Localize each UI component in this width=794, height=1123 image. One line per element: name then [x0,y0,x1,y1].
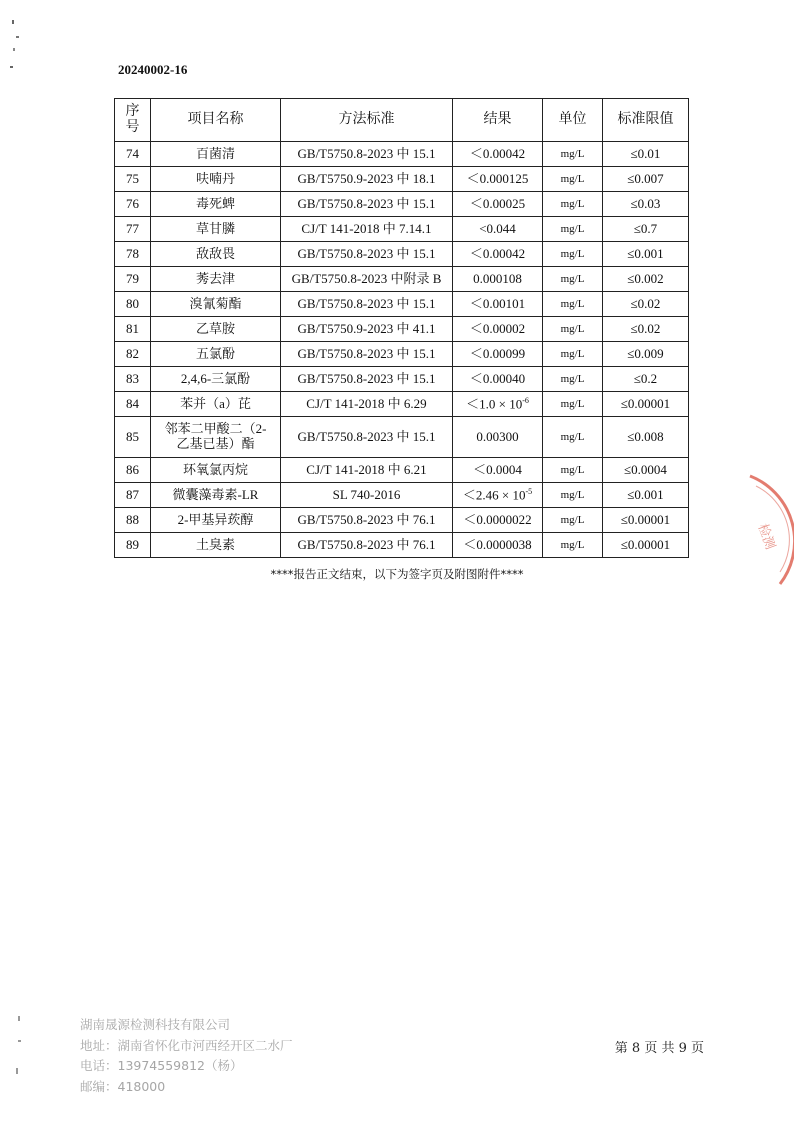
cell-unit: mg/L [543,417,603,458]
cell-method: GB/T5750.9-2023 中 18.1 [281,167,453,192]
results-table [114,98,689,558]
page-number: 第 8 页 共 9 页 [614,1041,704,1056]
cell-result: ＜0.00025 [453,192,543,217]
cell-unit: mg/L [543,242,603,267]
item-line-1: 邻苯二甲酸二（2- [164,421,267,437]
item-line-2: 乙基已基）酯 [176,436,255,451]
col-header-item: 项目名称 [151,99,281,142]
footer-company-name: 湖南晟源检测科技有限公司 [80,1017,231,1032]
table-row [115,242,689,267]
cell-no: 81 [115,317,151,342]
col-header-no: 序号 [115,99,151,142]
cell-unit: mg/L [543,267,603,292]
cell-item: 乙草胺 [151,317,281,342]
table-row [115,392,689,417]
cell-unit: mg/L [543,167,603,192]
cell-item: 呋喃丹 [151,167,281,192]
table-row [115,142,689,167]
cell-limit: ≤0.002 [603,267,689,292]
cell-result: ＜0.0000022 [453,508,543,533]
cell-unit: mg/L [543,217,603,242]
cell-item: 五氯酚 [151,342,281,367]
result-base: ＜1.0 × 10 [466,396,523,412]
footer-address: 地址：湖南省怀化市河西经开区二水厂 [80,1037,293,1053]
cell-result [453,483,543,508]
result-exponent: -6 [522,395,529,405]
cell-limit: ≤0.7 [603,217,689,242]
cell-method: GB/T5750.8-2023 中 15.1 [281,367,453,392]
cell-no: 74 [115,142,151,167]
cell-unit: mg/L [543,317,603,342]
table-row [115,533,689,558]
scan-artifact-marks-bottom [12,1010,32,1080]
cell-limit: ≤0.009 [603,342,689,367]
cell-no: 83 [115,367,151,392]
cell-unit: mg/L [543,508,603,533]
table-header-row [115,99,689,142]
report-end-note: ****报告正文结束，以下为签字页及附图附件**** [270,567,524,581]
cell-result: ＜0.00101 [453,292,543,317]
cell-no: 82 [115,342,151,367]
table-row [115,317,689,342]
cell-limit: ≤0.02 [603,292,689,317]
cell-limit: ≤0.01 [603,142,689,167]
cell-unit: mg/L [543,533,603,558]
cell-method: GB/T5750.8-2023 中 76.1 [281,508,453,533]
cell-item [151,417,281,458]
result-base: ＜2.46 × 10 [462,487,526,503]
table-row [115,342,689,367]
cell-limit: ≤0.00001 [603,508,689,533]
cell-result: 0.00300 [453,417,543,458]
cell-result: <0.044 [453,217,543,242]
cell-result: ＜0.0000038 [453,533,543,558]
cell-limit: ≤0.008 [603,417,689,458]
cell-item: 环氧氯丙烷 [151,458,281,483]
table-row [115,167,689,192]
footer-phone: 电话：13974559812（杨） [80,1058,243,1073]
cell-item: 草甘膦 [151,217,281,242]
cell-no: 84 [115,392,151,417]
footer-postcode: 邮编：418000 [80,1078,166,1094]
cell-result: ＜0.00042 [453,142,543,167]
table-row [115,483,689,508]
cell-limit: ≤0.0004 [603,458,689,483]
cell-item: 土臭素 [151,533,281,558]
cell-limit: ≤0.2 [603,367,689,392]
cell-no: 78 [115,242,151,267]
cell-item: 2-甲基异莰醇 [151,508,281,533]
cell-no: 89 [115,533,151,558]
seal-text: 检测 [754,521,778,552]
table-row [115,417,689,458]
cell-no: 77 [115,217,151,242]
table-row [115,458,689,483]
cell-method: CJ/T 141-2018 中 6.29 [281,392,453,417]
cell-method: GB/T5750.9-2023 中 41.1 [281,317,453,342]
cell-no: 87 [115,483,151,508]
cell-no: 86 [115,458,151,483]
cell-no: 80 [115,292,151,317]
cell-item: 敌敌畏 [151,242,281,267]
cell-item: 毒死蜱 [151,192,281,217]
cell-result: ＜0.00042 [453,242,543,267]
cell-result: ＜0.0004 [453,458,543,483]
cell-result: ＜0.00040 [453,367,543,392]
cell-item: 微囊藻毒素-LR [151,483,281,508]
cell-item: 溴氰菊酯 [151,292,281,317]
cell-no: 75 [115,167,151,192]
table-row [115,508,689,533]
col-header-result: 结果 [453,99,543,142]
table-row [115,292,689,317]
cell-limit: ≤0.00001 [603,392,689,417]
cell-method: CJ/T 141-2018 中 7.14.1 [281,217,453,242]
cell-method: GB/T5750.8-2023 中 15.1 [281,192,453,217]
cell-no: 88 [115,508,151,533]
cell-method: GB/T5750.8-2023 中 15.1 [281,142,453,167]
cell-item: 百菌清 [151,142,281,167]
col-header-method: 方法标准 [281,99,453,142]
cell-unit: mg/L [543,483,603,508]
cell-item: 苯并（a）芘 [151,392,281,417]
cell-no: 85 [115,417,151,458]
table-row [115,367,689,392]
cell-no: 79 [115,267,151,292]
cell-unit: mg/L [543,292,603,317]
cell-result: 0.000108 [453,267,543,292]
cell-limit: ≤0.03 [603,192,689,217]
footer-company-info [80,1015,293,1097]
cell-method: GB/T5750.8-2023 中 15.1 [281,342,453,367]
cell-unit: mg/L [543,192,603,217]
table-row [115,217,689,242]
cell-method: GB/T5750.8-2023 中附录 B [281,267,453,292]
cell-method: CJ/T 141-2018 中 6.21 [281,458,453,483]
cell-limit: ≤0.007 [603,167,689,192]
result-exponent: -5 [525,486,533,496]
cell-item: 莠去津 [151,267,281,292]
cell-limit: ≤0.001 [603,242,689,267]
cell-method: GB/T5750.8-2023 中 15.1 [281,292,453,317]
cell-result: ＜0.000125 [453,167,543,192]
cell-unit: mg/L [543,142,603,167]
cell-result: ＜0.00002 [453,317,543,342]
cell-method: GB/T5750.8-2023 中 15.1 [281,242,453,267]
cell-result [453,392,543,417]
cell-method: GB/T5750.8-2023 中 76.1 [281,533,453,558]
table-row [115,267,689,292]
cell-method: SL 740-2016 [281,483,453,508]
cell-method: GB/T5750.8-2023 中 15.1 [281,417,453,458]
cell-result: ＜0.00099 [453,342,543,367]
cell-item: 2,4,6-三氯酚 [151,367,281,392]
cell-limit: ≤0.00001 [603,533,689,558]
cell-unit: mg/L [543,458,603,483]
cell-limit: ≤0.001 [603,483,689,508]
cell-no: 76 [115,192,151,217]
col-header-limit: 标准限值 [603,99,689,142]
cell-unit: mg/L [543,367,603,392]
table-row [115,192,689,217]
cell-limit: ≤0.02 [603,317,689,342]
cell-unit: mg/L [543,392,603,417]
report-number: 20240002-16 [118,62,188,77]
cell-unit: mg/L [543,342,603,367]
company-seal [732,472,794,592]
scan-artifact-marks [8,14,28,74]
col-header-unit: 单位 [543,99,603,142]
